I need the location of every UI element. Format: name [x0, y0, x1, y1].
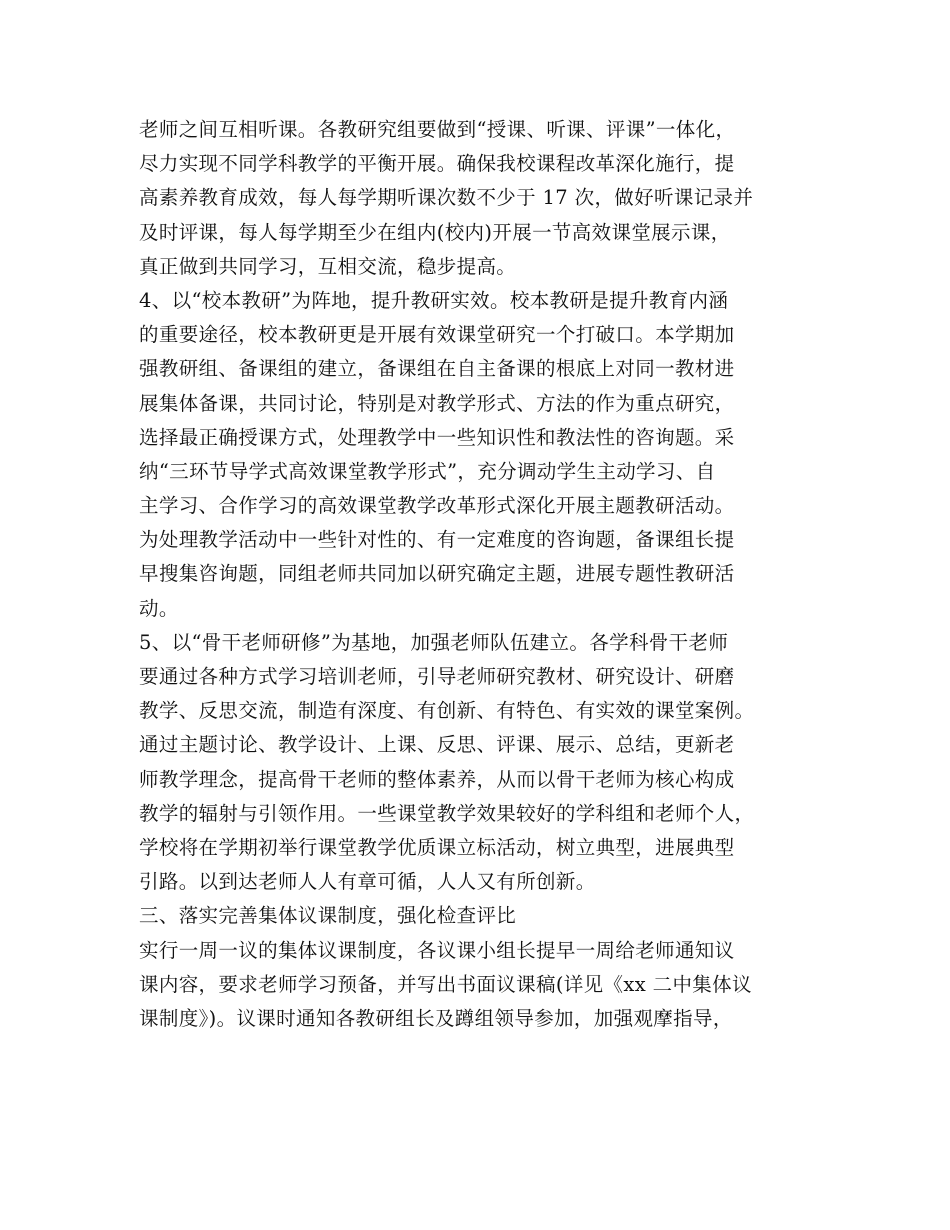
- text-line: 5、以“骨干老师研修”为基地，加强老师队伍建立。各学科骨干老师: [139, 630, 729, 654]
- text-line: 老师之间互相听课。各教研究组要做到“授课、听课、评课”一体化，: [139, 118, 736, 141]
- section-heading: 三、落实完善集体议课制度，强化检查评比: [139, 904, 517, 928]
- text-line: 动。: [139, 596, 179, 620]
- document-body: [139, 113, 829, 1036]
- text-line: 展集体备课，共同讨论，特别是对教学形式、方法的作为重点研究，: [139, 391, 735, 415]
- text-line: 高素养教育成效，每人每学期听课次数不少于 17 次，做好听课记录并: [139, 186, 754, 210]
- text-line: 主学习、合作学习的高效课堂教学改革形式深化开展主题教研活动。: [139, 494, 735, 518]
- text-line: 通过主题讨论、教学设计、上课、反思、评课、展示、总结，更新老: [139, 733, 735, 757]
- text-line: 4、以“校本教研”为阵地，提升教研实效。校本教研是提升教育内涵: [139, 288, 729, 312]
- text-line: 早搜集咨询题，同组老师共同加以研究确定主题，进展专题性教研活: [139, 562, 735, 586]
- text-line: 课制度》)。议课时通知各教研组长及蹲组领导参加，加强观摩指导，: [139, 1006, 733, 1030]
- text-line: 为处理教学活动中一些针对性的、有一定难度的咨询题，备课组长提: [139, 528, 735, 552]
- text-line: 实行一周一议的集体议课制度，各议课小组长提早一周给老师通知议: [139, 938, 735, 962]
- text-line: 课内容，要求老师学习预备，并写出书面议课稿(详见《xx 二中集体议: [139, 972, 752, 996]
- text-line: 及时评课，每人每学期至少在组内(校内)开展一节高效课堂展示课，: [139, 220, 731, 244]
- text-line: 纳“三环节导学式高效课堂教学形式”，充分调动学生主动学习、自: [139, 459, 716, 483]
- text-line: 师教学理念，提高骨干老师的整体素养，从而以骨干老师为核心构成: [139, 767, 735, 791]
- text-line: 要通过各种方式学习培训老师，引导老师研究教材、研究设计、研磨: [139, 665, 735, 688]
- text-line: 尽力实现不同学科教学的平衡开展。确保我校课程改革深化施行，提: [139, 152, 735, 176]
- text-line: 真正做到共同学习，互相交流，稳步提高。: [139, 254, 517, 278]
- text-line: 教学、反思交流，制造有深度、有创新、有特色、有实效的课堂案例。: [139, 699, 755, 723]
- text-line: 引路。以到达老师人人有章可循，人人又有所创新。: [139, 870, 596, 894]
- text-line: 学校将在学期初举行课堂教学优质课立标活动，树立典型，进展典型: [139, 835, 735, 859]
- text-line: 的重要途径，校本教研更是开展有效课堂研究一个打破口。本学期加: [139, 323, 735, 347]
- text-line: 强教研组、备课组的建立，备课组在自主备课的根底上对同一教材进: [139, 357, 735, 381]
- text-line: 选择最正确授课方式，处理教学中一些知识性和教法性的咨询题。采: [139, 425, 735, 449]
- text-line: 教学的辐射与引领作用。一些课堂教学效果较好的学科组和老师个人，: [139, 801, 755, 825]
